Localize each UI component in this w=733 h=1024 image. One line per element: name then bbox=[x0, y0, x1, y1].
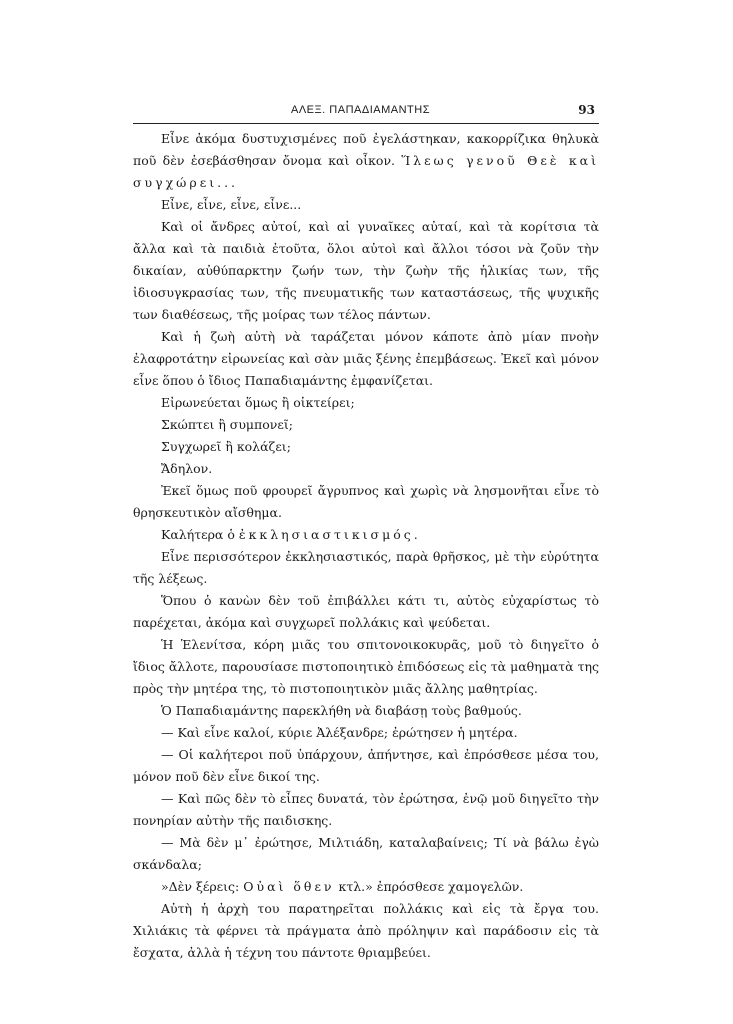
paragraph: Ὁ Παπαδιαμάντης παρεκλήθη νὰ διαβάσῃ τοὺς βαθμούς. bbox=[161, 703, 522, 718]
paragraph: »Δὲν ξέρεις: Οὐαὶ ὅθεν κτλ.» ἐπρόσθεσε χαμογελῶν. bbox=[161, 879, 524, 894]
paragraph: Ἐκεῖ ὅμως ποῦ φρουρεῖ ἄγρυπνος καὶ χωρὶς νὰ λησμονῆται εἶνε τὸ θρησκευτικὸν αἴσθημα. bbox=[133, 483, 599, 520]
paragraph: Καὶ ἡ ζωὴ αὐτὴ νὰ ταράζεται μόνον κάποτε ἀπὸ μίαν πνοὴν ἐλαφροτάτην εἰρωνείας καὶ σὰν μιᾶς ξένης ἐπεμβάσεως. Ἐκεῖ καὶ μόνον εἶνε ὅπου ὁ ἴδιος Παπαδιαμάντης ἐμφανίζεται. bbox=[133, 329, 599, 388]
running-head bbox=[133, 103, 599, 124]
page-number: 93 bbox=[578, 103, 595, 117]
paragraph: Εἶνε ἀκόμα δυστυχισμένες ποῦ ἐγελάστηκαν, κακορρίζικα θηλυκὰ ποῦ δὲν ἐσεβάσθησαν ὄνομα καὶ οἶκον. Ἵλεως γενοῦ Θεὲ καὶ συγχώρει... bbox=[133, 131, 599, 190]
dialogue-line: — Μὰ δὲν μ᾽ ἐρώτησε, Μιλτιάδη, καταλαβαίνεις; Τί νὰ βάλω ἐγὼ σκάνδαλα; bbox=[133, 835, 599, 872]
paragraph: Εἰρωνεύεται ὅμως ἢ οἰκτείρει; bbox=[161, 395, 355, 410]
paragraph: Καλήτερα ὁ ἐκκλησιαστικισμός. bbox=[161, 527, 421, 542]
paragraph: Συγχωρεῖ ἢ κολάζει; bbox=[161, 439, 291, 454]
paragraph: Εἶνε περισσότερον ἐκκλησιαστικός, παρὰ θρῆσκος, μὲ τὴν εὐρύτητα τῆς λέξεως. bbox=[133, 549, 599, 586]
paragraph: Ὅπου ὁ κανὼν δὲν τοῦ ἐπιβάλλει κάτι τι, αὐτὸς εὐχαρίστως τὸ παρέχεται, ἀκόμα καὶ συγχωρεῖ πολλάκις καὶ ψεύδεται. bbox=[133, 593, 599, 630]
paragraph: Εἶνε, εἶνε, εἶνε, εἶνε... bbox=[161, 197, 302, 212]
paragraph: Ἡ Ἑλενίτσα, κόρη μιᾶς του σπιτονοικοκυρᾶς, μοῦ τὸ διηγεῖτο ὁ ἴδιος ἄλλοτε, παρουσίασε πιστοποιητικὸ ἐπιδόσεως εἰς τὰ μαθηματὰ της πρὸς τὴν μητέρα της, τὸ πιστοποιητικὸν μιᾶς ἄλλης μαθητρίας. bbox=[133, 637, 599, 696]
body-text bbox=[133, 128, 599, 964]
paragraph: Καὶ οἱ ἄνδρες αὐτοί, καὶ αἱ γυναῖκες αὐταί, καὶ τὰ κορίτσια τὰ ἄλλα καὶ τὰ παιδιὰ ἐτοῦτα, ὅλοι αὐτοὶ καὶ ἄλλοι τόσοι νὰ ζοῦν τὴν δικαίαν, αὐθύπαρκτην ζωήν των, τὴν ζωὴν τῆς ἡλικίας των, τῆς ἰδιοσυγκρασίας των, τῆς πνευματικῆς των καταστάσεως, τῆς ψυχικῆς των διαθέσεως, τῆς μοίρας των τέλος πάντων. bbox=[133, 219, 599, 322]
spaced-phrase: Ἵλεως γενοῦ Θεὲ καὶ συγχώρει... bbox=[133, 153, 599, 190]
paragraph: Σκώπτει ἢ συμπονεῖ; bbox=[161, 417, 293, 432]
paragraph: Ἄδηλον. bbox=[161, 461, 213, 476]
spaced-word: ἐκκλησιαστικισμός. bbox=[238, 527, 421, 542]
paragraph: Αὐτὴ ἡ ἀρχὴ του παρατηρεῖται πολλάκις καὶ εἰς τὰ ἔργα του. Χιλιάκις τὰ φέρνει τὰ πράγματα ἀπὸ πρόληψιν καὶ παράδοσιν εἰς τὰ ἔσχατα, ἀλλὰ ἡ τέχνη του πάντοτε θριαμβεύει. bbox=[133, 901, 599, 960]
dialogue-line: — Οἱ καλήτεροι ποῦ ὑπάρχουν, ἀπήντησε, καὶ ἐπρόσθεσε μέσα του, μόνον ποῦ δὲν εἶνε δικοί της. bbox=[133, 747, 599, 784]
running-title: ΑΛΕΞ. ΠΑΠΑΔΙΑΜΑΝΤΗΣ bbox=[291, 104, 430, 116]
dialogue-line: — Καὶ εἶνε καλοί, κύριε Ἀλέξανδρε; ἐρώτησεν ἡ μητέρα. bbox=[161, 725, 518, 740]
spaced-phrase: Οὐαὶ ὅθεν bbox=[243, 879, 335, 894]
dialogue-line: — Καὶ πῶς δὲν τὸ εἶπες δυνατά, τὸν ἐρώτησα, ἐνῷ μοῦ διηγεῖτο τὴν πονηρίαν αὐτὴν τῆς παιδισκης. bbox=[133, 791, 599, 828]
